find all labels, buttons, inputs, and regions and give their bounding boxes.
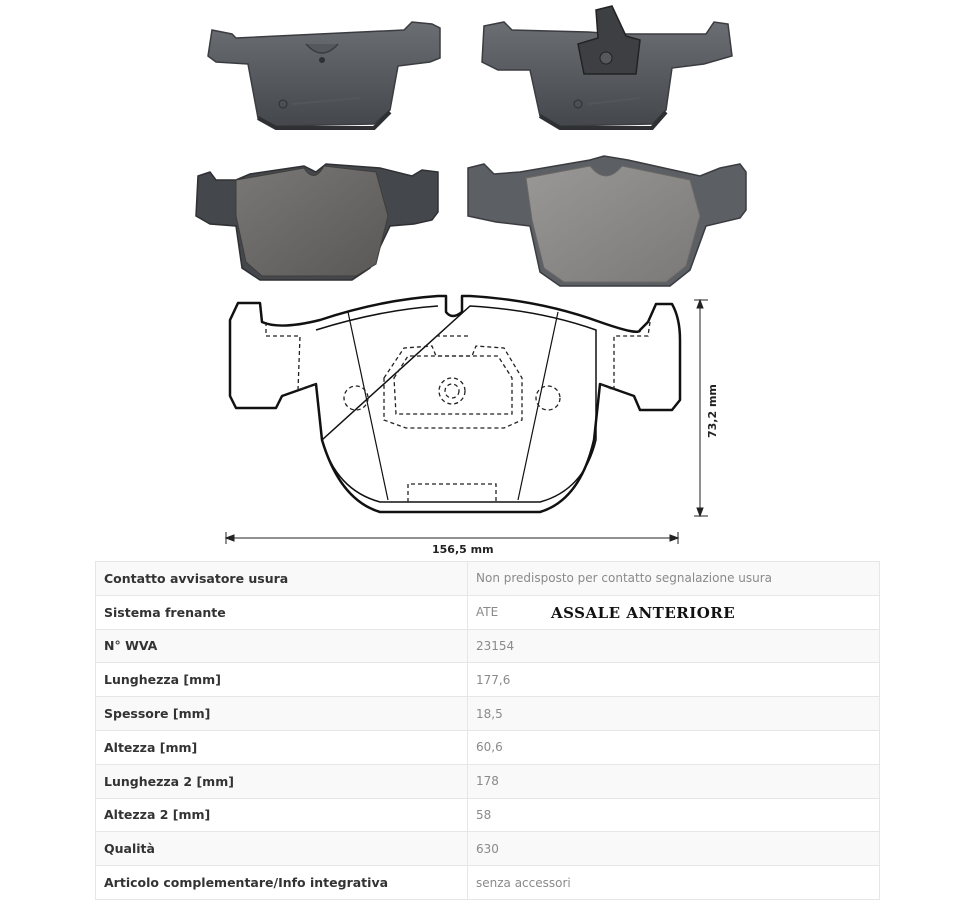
spec-value: Non predisposto per contatto segnalazione usura [468,562,880,596]
spec-value: 58 [468,798,880,832]
spec-value: senza accessori [468,866,880,900]
height-label: 73,2 mm [706,384,719,438]
spec-table [95,561,880,900]
pad-photo-back-left [208,22,440,128]
pad-photo-friction-right [468,156,746,286]
table-row [96,866,880,900]
table-row [96,832,880,866]
table-row [96,595,880,629]
pad-photo-back-right [482,6,732,128]
spec-key: Contatto avvisatore usura [96,562,468,596]
technical-drawing [0,290,960,560]
hidden-features [266,322,650,502]
table-row [96,730,880,764]
spec-key: Lunghezza 2 [mm] [96,764,468,798]
spec-key: Articolo complementare/Info integrativa [96,866,468,900]
brake-pad-photos [0,0,960,290]
table-row [96,697,880,731]
axle-position-label: ASSALE ANTERIORE [551,604,736,622]
spec-value: ATE [468,595,880,629]
spec-value: 630 [468,832,880,866]
spec-key: Spessore [mm] [96,697,468,731]
table-row [96,764,880,798]
width-label: 156,5 mm [432,543,494,556]
spec-value: 23154 [468,629,880,663]
pad-photo-friction-left [196,164,438,280]
table-row [96,663,880,697]
spec-key: Lunghezza [mm] [96,663,468,697]
table-row [96,629,880,663]
spec-key: Sistema frenante [96,595,468,629]
spec-value: 60,6 [468,730,880,764]
spec-key: Altezza [mm] [96,730,468,764]
spec-value: 177,6 [468,663,880,697]
spec-key: N° WVA [96,629,468,663]
table-row [96,798,880,832]
spec-key: Altezza 2 [mm] [96,798,468,832]
spec-key: Qualità [96,832,468,866]
table-row [96,562,880,596]
spec-value: 18,5 [468,697,880,731]
spec-value: 178 [468,764,880,798]
